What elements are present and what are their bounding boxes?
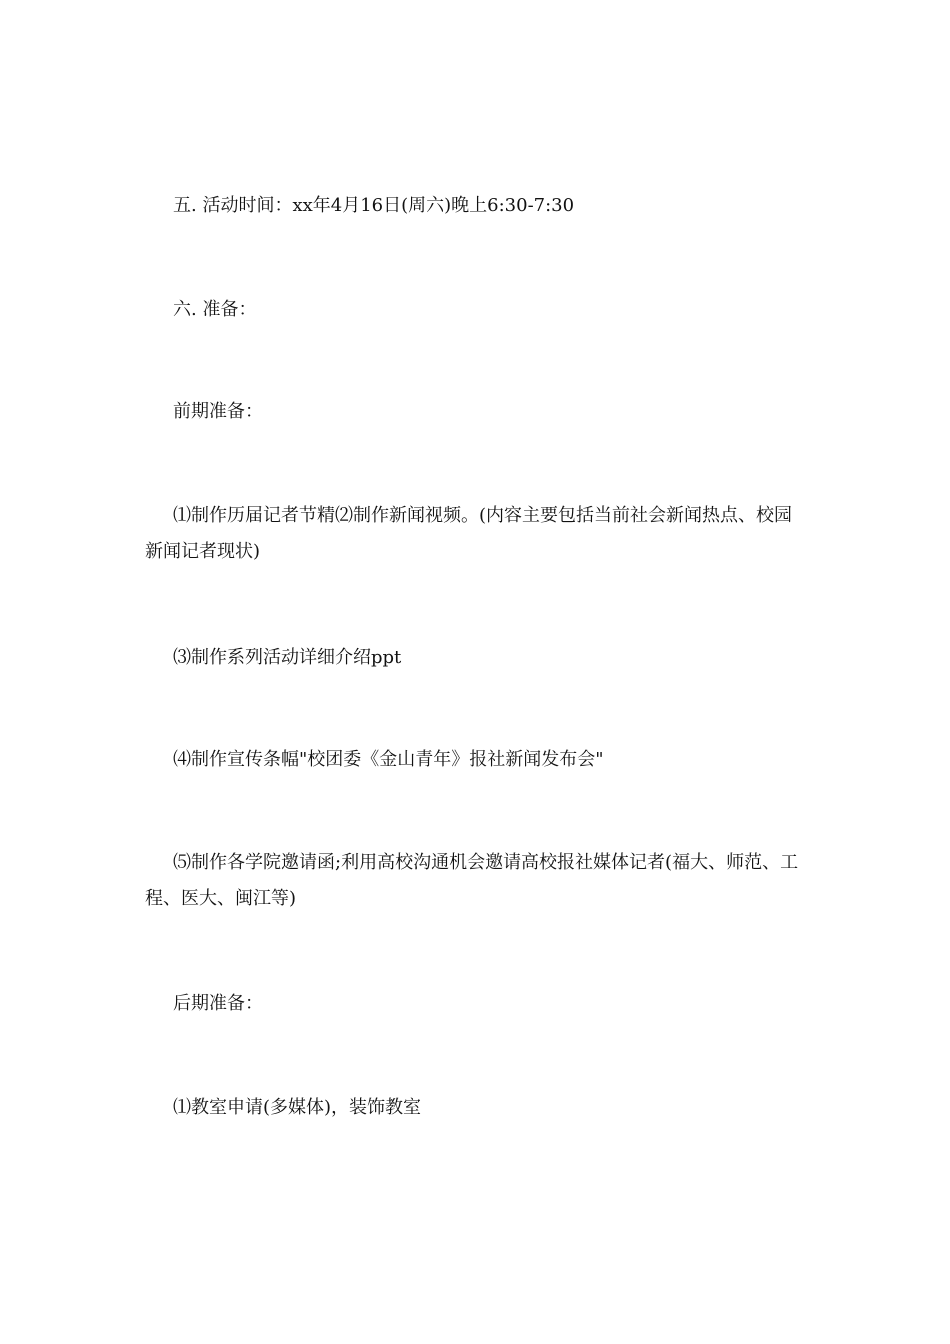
early-item-1-2: ⑴制作历届记者节精⑵制作新闻视频。(内容主要包括当前社会新闻热点、校园新闻记者现状): [145, 505, 793, 562]
early-preparation-heading: 前期准备：: [173, 401, 263, 422]
early-item-5: ⑸制作各学院邀请函;利用高校沟通机会邀请高校报社媒体记者(福大、师范、工程、医大、闽江等): [145, 852, 799, 909]
late-item-1: ⑴教室申请(多媒体)，装饰教室: [173, 1097, 422, 1118]
activity-time-paragraph: 五. 活动时间：xx年4月16日(周六)晚上6:30-7:30: [173, 195, 575, 216]
early-item-4: ⑷制作宣传条幅"校团委《金山青年》报社新闻发布会": [173, 749, 604, 770]
early-item-3: ⑶制作系列活动详细介绍ppt: [173, 647, 402, 668]
late-preparation-heading: 后期准备：: [173, 993, 263, 1014]
preparation-heading: 六. 准备：: [173, 299, 257, 320]
